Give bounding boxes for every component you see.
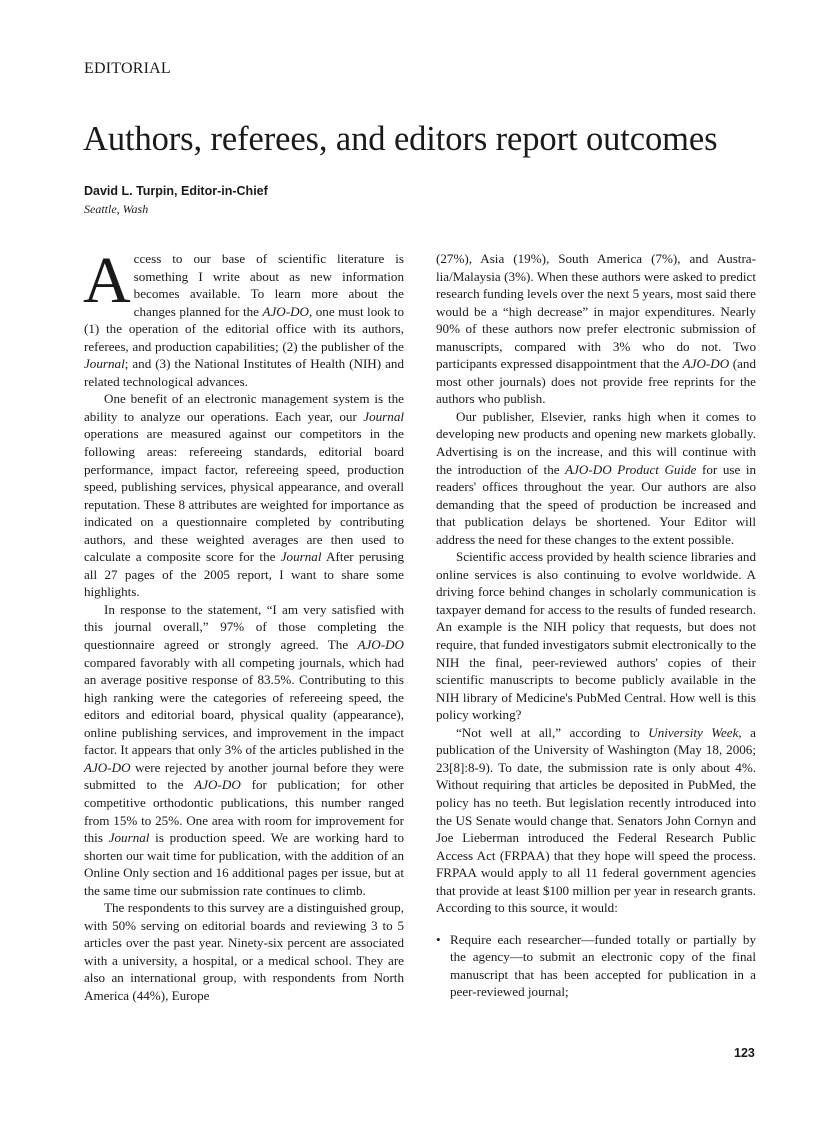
bullet-icon: • bbox=[436, 931, 441, 947]
page-number: 123 bbox=[734, 1046, 755, 1060]
text: The respondents to this survey are a distinguished group, with 50% serving on editorial boards and reviewing 3 to 5 articles over the past year. Ninety-six percent are associated with a university, a hospital, or a medical school. They are also an international group, with respondents from North America (44%), Europe bbox=[84, 900, 404, 1003]
section-label: EDITORIAL bbox=[84, 60, 171, 77]
text: Our publisher, Elsevier, ranks high when it comes to developing new products and opening new markets globally. Advertising is on the increase, and this will continue with the introduction of the bbox=[436, 408, 756, 477]
text: (and most other journals) does not provide free reprints for the authors who publish. bbox=[436, 356, 756, 407]
text: (27%), Asia (19%), South America (7%), and Australia/Malaysia (3%). When these authors were asked to predict research funding levels over the next 5 years, most said there would be a “high decrease” in major expenditures. Nearly 90% of these authors now prefer electronic submission of manuscripts, compared with 3% who do not. Two participants expressed disappointment that the bbox=[436, 251, 756, 372]
journal-name: Journal bbox=[108, 830, 150, 846]
drop-cap: A bbox=[83, 244, 131, 317]
journal-name: Journal bbox=[280, 549, 322, 565]
paragraph bbox=[84, 390, 404, 601]
text: Require each researcher—funded totally or partially by the agency—to submit an electronic copy of the final manuscript that has been accepted for publication in a peer-reviewed journal; bbox=[450, 931, 756, 1000]
text: , a publication of the University of Washington (May 18, 2006; 23[8]:8-9). To date, the submission rate is only about 4%. Without requiring that articles be deposited in PubMed, the policy has no teeth. But legislation recently introduced into the US Senate would change that. Senators John Cornyn and Joe Lieberman introduced the Federal Research Public Access Act (FRPAA) that they hope will speed the process. FRPAA would apply to all 11 federal government agencies that provide at least $100 million per year in research grants. According to this source, it would: bbox=[436, 724, 756, 916]
paragraph bbox=[84, 899, 404, 1004]
publication-name: University Week bbox=[648, 724, 739, 740]
journal-name: AJO-DO bbox=[262, 303, 309, 319]
article-title: Authors, referees, and editors report outcomes bbox=[83, 120, 718, 158]
text: ; and (3) the National Institutes of Health (NIH) and related technological advances. bbox=[84, 356, 404, 389]
text: were rejected by another journal before they were submitted to the bbox=[84, 759, 404, 793]
journal-name: AJO-DO bbox=[194, 777, 241, 793]
text: is production speed. We are working hard to shorten our wait time for publication, with the addition of an Online Only section and 16 additional pages per issue, but at the same time our submission rate continues to climb. bbox=[84, 830, 404, 898]
list-item bbox=[436, 931, 756, 1001]
text: for publication; for other competitive orthodontic publications, this number ranged from 15% to 25%. One area with room for improvement for this bbox=[84, 777, 404, 846]
journal-name: Journal bbox=[84, 356, 125, 372]
paragraph bbox=[436, 250, 756, 408]
right-column bbox=[436, 250, 756, 1001]
journal-name: AJO-DO bbox=[84, 759, 131, 775]
paragraph bbox=[83, 244, 404, 390]
bullet-list bbox=[436, 931, 756, 1001]
text: ccess to our base of scientific literature is something I write about as new information becomes available. To learn more about the changes planned for the bbox=[133, 251, 404, 319]
text: Scientific access provided by health science libraries and online services is also continuing to evolve worldwide. A driving force behind changes in scholarly communication is taxpayer demand for access to the results of funded research. An example is the NIH policy that requests, but does not require, that funded investigators submit electronically to the NIH the final, peer-reviewed authors' copies of their scientific manuscripts to become publicly available in the NIH library of Medicine's PubMed Central. How well is this policy working? bbox=[436, 549, 756, 723]
author-affiliation: Seattle, Wash bbox=[84, 202, 149, 216]
product-name: AJO-DO Product Guide bbox=[565, 461, 697, 477]
left-column bbox=[83, 244, 405, 1005]
text: operations are measured against our competitors in the following areas: refereeing standards, editorial board performance, impact factor, refereeing speed, production speed, publishing services, physical appearance, and overall reputation. These 8 attributes are weighted for importance as indicated on a questionnaire completed by contributing authors, and these weighted averages are then used to calculate a composite score for the bbox=[84, 426, 404, 565]
paragraph bbox=[436, 724, 756, 917]
text: for use in readers' offices throughout the year. Our authors are also demanding that the speed of production be increased and that publication delays be shortened. Your Editor will address the need for these changes to the extent possible. bbox=[436, 461, 757, 547]
text: In response to the statement, “I am very satisfied with this journal overall,” 97% of those completing the questionnaire agreed or strongly agreed. The bbox=[84, 601, 404, 653]
text: “Not well at all,” according to bbox=[456, 724, 649, 740]
journal-name: Journal bbox=[363, 408, 404, 424]
paragraph bbox=[84, 601, 404, 899]
text: One benefit of an electronic management system is the ability to analyze our operations. Each year, our bbox=[84, 391, 404, 424]
paragraph bbox=[436, 408, 756, 548]
text: compared favorably with all competing journals, which had an average positive response of 83.5%. Contributing to this high ranking were the categories of refereeing speed, the editors and editorial board, physical quality (appearance), online publishing services, and improvement in the impact factor. It appears that only 3% of the articles published in the bbox=[84, 654, 404, 758]
text: After perusing all 27 pages of the 2005 report, I want to share some highlights. bbox=[84, 549, 405, 600]
author-name: David L. Turpin, Editor-in-Chief bbox=[84, 184, 268, 198]
journal-name: AJO-DO bbox=[682, 356, 730, 372]
text: , one must look to (1) the operation of the editorial office with its authors, referees, and production capabilities; (2) the publisher of the bbox=[84, 303, 404, 354]
journal-name: AJO-DO bbox=[357, 637, 404, 653]
paragraph bbox=[436, 548, 756, 723]
